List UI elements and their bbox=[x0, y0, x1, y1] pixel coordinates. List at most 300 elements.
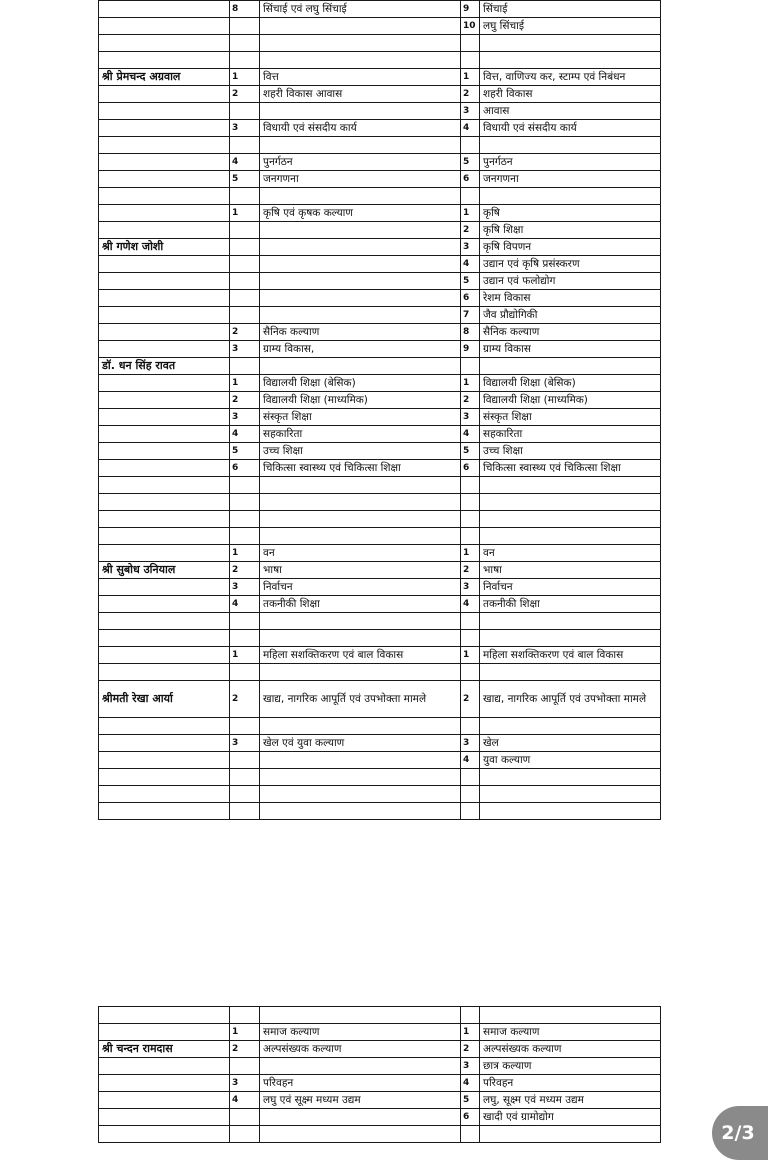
old-portfolio-cell bbox=[260, 256, 461, 273]
minister-name-cell bbox=[99, 460, 230, 477]
new-department-cell bbox=[480, 137, 661, 154]
minister-name-cell bbox=[99, 1126, 230, 1143]
new-department-number-cell bbox=[461, 664, 480, 681]
new-department-cell bbox=[480, 803, 661, 820]
table-row bbox=[99, 35, 661, 52]
new-department-number-cell: 4 bbox=[461, 256, 480, 273]
new-department-cell: लघु, सूक्ष्म एवं मध्यम उद्यम bbox=[480, 1092, 661, 1109]
old-portfolio-cell bbox=[260, 1109, 461, 1126]
new-department-number-cell: 6 bbox=[461, 171, 480, 188]
old-portfolio-number-cell bbox=[230, 1109, 260, 1126]
table-row bbox=[99, 1126, 661, 1143]
new-department-cell bbox=[480, 786, 661, 803]
minister-name-cell bbox=[99, 375, 230, 392]
new-department-number-cell: 10 bbox=[461, 18, 480, 35]
new-department-number-cell: 1 bbox=[461, 1024, 480, 1041]
new-department-number-cell bbox=[461, 188, 480, 205]
minister-name-cell bbox=[99, 18, 230, 35]
new-department-number-cell bbox=[461, 528, 480, 545]
new-department-cell: भाषा bbox=[480, 562, 661, 579]
new-department-number-cell: 5 bbox=[461, 443, 480, 460]
old-portfolio-cell: कृषि एवं कृषक कल्याण bbox=[260, 205, 461, 222]
table-row bbox=[99, 154, 661, 171]
table-row bbox=[99, 307, 661, 324]
new-department-number-cell bbox=[461, 786, 480, 803]
old-portfolio-number-cell bbox=[230, 290, 260, 307]
old-portfolio-cell bbox=[260, 630, 461, 647]
old-portfolio-cell bbox=[260, 613, 461, 630]
table-row bbox=[99, 426, 661, 443]
old-portfolio-cell bbox=[260, 511, 461, 528]
minister-name-cell bbox=[99, 511, 230, 528]
old-portfolio-number-cell bbox=[230, 613, 260, 630]
table-row bbox=[99, 1041, 661, 1058]
minister-name-cell bbox=[99, 443, 230, 460]
new-department-cell bbox=[480, 528, 661, 545]
minister-name-cell bbox=[99, 664, 230, 681]
old-portfolio-number-cell bbox=[230, 494, 260, 511]
old-portfolio-cell: वन bbox=[260, 545, 461, 562]
table-row bbox=[99, 290, 661, 307]
table-row bbox=[99, 1075, 661, 1092]
table-row bbox=[99, 494, 661, 511]
new-department-number-cell: 4 bbox=[461, 426, 480, 443]
new-department-cell: परिवहन bbox=[480, 1075, 661, 1092]
table-row bbox=[99, 545, 661, 562]
old-portfolio-number-cell bbox=[230, 18, 260, 35]
old-portfolio-number-cell: 2 bbox=[230, 562, 260, 579]
minister-name-cell bbox=[99, 769, 230, 786]
old-portfolio-cell: लघु एवं सूक्ष्म मध्यम उद्यम bbox=[260, 1092, 461, 1109]
old-portfolio-cell bbox=[260, 1126, 461, 1143]
minister-name-cell bbox=[99, 52, 230, 69]
new-department-number-cell: 9 bbox=[461, 341, 480, 358]
minister-name-cell bbox=[99, 171, 230, 188]
minister-name-cell bbox=[99, 494, 230, 511]
new-department-cell: खादी एवं ग्रामोद्योग bbox=[480, 1109, 661, 1126]
old-portfolio-cell bbox=[260, 786, 461, 803]
new-department-cell: चिकित्सा स्वास्थ्य एवं चिकित्सा शिक्षा bbox=[480, 460, 661, 477]
minister-name-cell bbox=[99, 1092, 230, 1109]
table-row bbox=[99, 1024, 661, 1041]
old-portfolio-cell bbox=[260, 1007, 461, 1024]
new-department-number-cell: 4 bbox=[461, 1075, 480, 1092]
table-row bbox=[99, 752, 661, 769]
old-portfolio-number-cell: 1 bbox=[230, 545, 260, 562]
new-department-number-cell bbox=[461, 358, 480, 375]
old-portfolio-cell: विधायी एवं संसदीय कार्य bbox=[260, 120, 461, 137]
old-portfolio-cell bbox=[260, 52, 461, 69]
old-portfolio-number-cell bbox=[230, 803, 260, 820]
old-portfolio-number-cell: 3 bbox=[230, 1075, 260, 1092]
old-portfolio-number-cell bbox=[230, 256, 260, 273]
old-portfolio-cell bbox=[260, 273, 461, 290]
new-department-number-cell: 1 bbox=[461, 205, 480, 222]
new-department-number-cell: 5 bbox=[461, 273, 480, 290]
old-portfolio-cell: सहकारिता bbox=[260, 426, 461, 443]
new-department-number-cell: 2 bbox=[461, 392, 480, 409]
minister-name-cell bbox=[99, 1075, 230, 1092]
minister-name-cell bbox=[99, 392, 230, 409]
table-row bbox=[99, 562, 661, 579]
minister-name-cell bbox=[99, 1058, 230, 1075]
new-department-cell: आवास bbox=[480, 103, 661, 120]
new-department-cell: वन bbox=[480, 545, 661, 562]
new-department-cell: कृषि bbox=[480, 205, 661, 222]
table-row bbox=[99, 205, 661, 222]
table-row bbox=[99, 324, 661, 341]
table-row bbox=[99, 1058, 661, 1075]
minister-name-cell bbox=[99, 290, 230, 307]
new-department-cell bbox=[480, 494, 661, 511]
new-department-cell bbox=[480, 52, 661, 69]
new-department-number-cell bbox=[461, 137, 480, 154]
new-department-cell: शहरी विकास bbox=[480, 86, 661, 103]
table-row bbox=[99, 392, 661, 409]
new-department-cell: सहकारिता bbox=[480, 426, 661, 443]
table-row bbox=[99, 630, 661, 647]
new-department-number-cell: 5 bbox=[461, 1092, 480, 1109]
new-department-cell: तकनीकी शिक्षा bbox=[480, 596, 661, 613]
table-row bbox=[99, 1092, 661, 1109]
new-department-number-cell bbox=[461, 35, 480, 52]
minister-name-cell bbox=[99, 273, 230, 290]
new-department-cell bbox=[480, 1126, 661, 1143]
new-department-cell bbox=[480, 477, 661, 494]
table-row bbox=[99, 596, 661, 613]
old-portfolio-cell bbox=[260, 718, 461, 735]
table-row bbox=[99, 239, 661, 256]
old-portfolio-cell: सैनिक कल्याण bbox=[260, 324, 461, 341]
portfolio-table-body bbox=[99, 1, 661, 820]
table-row bbox=[99, 137, 661, 154]
old-portfolio-cell bbox=[260, 35, 461, 52]
new-department-number-cell bbox=[461, 630, 480, 647]
minister-name-cell bbox=[99, 803, 230, 820]
new-department-cell: कृषि विपणन bbox=[480, 239, 661, 256]
new-department-number-cell: 6 bbox=[461, 290, 480, 307]
new-department-cell bbox=[480, 511, 661, 528]
new-department-cell: संस्कृत शिक्षा bbox=[480, 409, 661, 426]
old-portfolio-number-cell bbox=[230, 528, 260, 545]
table-row bbox=[99, 120, 661, 137]
old-portfolio-number-cell: 8 bbox=[230, 1, 260, 18]
new-department-number-cell: 3 bbox=[461, 735, 480, 752]
table-row bbox=[99, 358, 661, 375]
old-portfolio-number-cell: 3 bbox=[230, 579, 260, 596]
minister-name-cell bbox=[99, 86, 230, 103]
minister-name-cell bbox=[99, 341, 230, 358]
minister-name-cell bbox=[99, 426, 230, 443]
old-portfolio-cell bbox=[260, 494, 461, 511]
new-department-number-cell bbox=[461, 477, 480, 494]
new-department-number-cell: 3 bbox=[461, 103, 480, 120]
old-portfolio-number-cell: 2 bbox=[230, 392, 260, 409]
minister-name-cell bbox=[99, 1007, 230, 1024]
old-portfolio-cell: तकनीकी शिक्षा bbox=[260, 596, 461, 613]
table-row bbox=[99, 171, 661, 188]
old-portfolio-number-cell: 4 bbox=[230, 154, 260, 171]
old-portfolio-number-cell: 5 bbox=[230, 171, 260, 188]
old-portfolio-cell bbox=[260, 103, 461, 120]
old-portfolio-cell bbox=[260, 1058, 461, 1075]
minister-name-cell bbox=[99, 120, 230, 137]
minister-name-cell bbox=[99, 324, 230, 341]
table-row bbox=[99, 1007, 661, 1024]
old-portfolio-cell: चिकित्सा स्वास्थ्य एवं चिकित्सा शिक्षा bbox=[260, 460, 461, 477]
old-portfolio-cell: वित्त bbox=[260, 69, 461, 86]
minister-name-cell bbox=[99, 579, 230, 596]
table-row bbox=[99, 409, 661, 426]
minister-name-cell bbox=[99, 409, 230, 426]
new-department-cell: खाद्य, नागरिक आपूर्ति एवं उपभोक्ता मामले bbox=[480, 681, 661, 718]
old-portfolio-number-cell bbox=[230, 273, 260, 290]
table-row bbox=[99, 769, 661, 786]
table-row bbox=[99, 103, 661, 120]
new-department-cell bbox=[480, 1007, 661, 1024]
old-portfolio-number-cell bbox=[230, 52, 260, 69]
table-row bbox=[99, 1, 661, 18]
old-portfolio-number-cell: 5 bbox=[230, 443, 260, 460]
new-department-cell: रेशम विकास bbox=[480, 290, 661, 307]
old-portfolio-number-cell: 1 bbox=[230, 647, 260, 664]
new-department-number-cell: 1 bbox=[461, 375, 480, 392]
old-portfolio-number-cell: 1 bbox=[230, 1024, 260, 1041]
old-portfolio-number-cell: 3 bbox=[230, 735, 260, 752]
old-portfolio-number-cell: 2 bbox=[230, 86, 260, 103]
minister-name-cell: श्रीमती रेखा आर्या bbox=[99, 681, 230, 718]
old-portfolio-number-cell bbox=[230, 769, 260, 786]
old-portfolio-number-cell bbox=[230, 103, 260, 120]
table-row bbox=[99, 460, 661, 477]
new-department-number-cell bbox=[461, 613, 480, 630]
new-department-cell bbox=[480, 630, 661, 647]
old-portfolio-cell: पुनर्गठन bbox=[260, 154, 461, 171]
old-portfolio-cell: ग्राम्य विकास, bbox=[260, 341, 461, 358]
new-department-number-cell: 3 bbox=[461, 579, 480, 596]
new-department-number-cell: 2 bbox=[461, 1041, 480, 1058]
new-department-cell bbox=[480, 188, 661, 205]
table-row bbox=[99, 86, 661, 103]
old-portfolio-cell bbox=[260, 188, 461, 205]
old-portfolio-cell: विद्यालयी शिक्षा (बेसिक) bbox=[260, 375, 461, 392]
old-portfolio-number-cell: 2 bbox=[230, 681, 260, 718]
new-department-number-cell bbox=[461, 494, 480, 511]
old-portfolio-cell: अल्पसंख्यक कल्याण bbox=[260, 1041, 461, 1058]
new-department-cell: समाज कल्याण bbox=[480, 1024, 661, 1041]
old-portfolio-number-cell: 2 bbox=[230, 1041, 260, 1058]
minister-name-cell bbox=[99, 545, 230, 562]
minister-name-cell bbox=[99, 1109, 230, 1126]
old-portfolio-cell: सिंचाई एवं लघु सिंचाई bbox=[260, 1, 461, 18]
old-portfolio-cell: समाज कल्याण bbox=[260, 1024, 461, 1041]
new-department-number-cell: 4 bbox=[461, 120, 480, 137]
table-row bbox=[99, 664, 661, 681]
old-portfolio-cell bbox=[260, 18, 461, 35]
minister-name-cell bbox=[99, 1024, 230, 1041]
old-portfolio-number-cell: 1 bbox=[230, 375, 260, 392]
old-portfolio-number-cell: 3 bbox=[230, 341, 260, 358]
new-department-cell: जैव प्रौद्योगिकी bbox=[480, 307, 661, 324]
new-department-cell: विद्यालयी शिक्षा (बेसिक) bbox=[480, 375, 661, 392]
new-department-number-cell: 2 bbox=[461, 562, 480, 579]
new-department-cell bbox=[480, 718, 661, 735]
old-portfolio-cell bbox=[260, 290, 461, 307]
new-department-number-cell: 3 bbox=[461, 239, 480, 256]
old-portfolio-cell bbox=[260, 477, 461, 494]
old-portfolio-number-cell: 1 bbox=[230, 205, 260, 222]
table-row bbox=[99, 273, 661, 290]
table-row bbox=[99, 1109, 661, 1126]
new-department-number-cell: 1 bbox=[461, 545, 480, 562]
minister-name-cell bbox=[99, 1, 230, 18]
old-portfolio-number-cell: 3 bbox=[230, 120, 260, 137]
new-department-number-cell: 3 bbox=[461, 409, 480, 426]
new-department-cell: जनगणना bbox=[480, 171, 661, 188]
old-portfolio-number-cell bbox=[230, 1007, 260, 1024]
new-department-cell: निर्वाचन bbox=[480, 579, 661, 596]
page-indicator-text: 2/3 bbox=[721, 1122, 755, 1144]
table-row bbox=[99, 222, 661, 239]
old-portfolio-number-cell bbox=[230, 752, 260, 769]
new-department-number-cell bbox=[461, 718, 480, 735]
minister-name-cell bbox=[99, 630, 230, 647]
table-row bbox=[99, 511, 661, 528]
minister-name-cell bbox=[99, 307, 230, 324]
new-department-cell bbox=[480, 35, 661, 52]
new-department-cell bbox=[480, 769, 661, 786]
new-department-cell: लघु सिंचाई bbox=[480, 18, 661, 35]
minister-name-cell: श्री सुबोध उनियाल bbox=[99, 562, 230, 579]
new-department-cell bbox=[480, 358, 661, 375]
old-portfolio-cell bbox=[260, 769, 461, 786]
old-portfolio-number-cell bbox=[230, 477, 260, 494]
new-department-cell: खेल bbox=[480, 735, 661, 752]
old-portfolio-cell: परिवहन bbox=[260, 1075, 461, 1092]
old-portfolio-number-cell bbox=[230, 664, 260, 681]
minister-name-cell bbox=[99, 752, 230, 769]
new-department-cell: विधायी एवं संसदीय कार्य bbox=[480, 120, 661, 137]
old-portfolio-cell bbox=[260, 239, 461, 256]
minister-name-cell bbox=[99, 786, 230, 803]
new-department-number-cell: 9 bbox=[461, 1, 480, 18]
minister-name-cell bbox=[99, 35, 230, 52]
table-row bbox=[99, 256, 661, 273]
new-department-number-cell: 3 bbox=[461, 1058, 480, 1075]
minister-name-cell bbox=[99, 735, 230, 752]
table-row bbox=[99, 647, 661, 664]
new-department-number-cell: 2 bbox=[461, 681, 480, 718]
minister-name-cell: श्री प्रेमचन्द अग्रवाल bbox=[99, 69, 230, 86]
new-department-number-cell bbox=[461, 769, 480, 786]
minister-name-cell bbox=[99, 647, 230, 664]
old-portfolio-number-cell bbox=[230, 511, 260, 528]
old-portfolio-cell bbox=[260, 358, 461, 375]
new-department-number-cell: 2 bbox=[461, 222, 480, 239]
old-portfolio-number-cell bbox=[230, 239, 260, 256]
table-row bbox=[99, 803, 661, 820]
new-department-number-cell: 6 bbox=[461, 1109, 480, 1126]
table-row bbox=[99, 52, 661, 69]
table-row bbox=[99, 443, 661, 460]
new-department-number-cell: 1 bbox=[461, 647, 480, 664]
old-portfolio-number-cell bbox=[230, 307, 260, 324]
old-portfolio-number-cell bbox=[230, 188, 260, 205]
old-portfolio-number-cell: 4 bbox=[230, 426, 260, 443]
new-department-cell: सिंचाई bbox=[480, 1, 661, 18]
old-portfolio-number-cell: 2 bbox=[230, 324, 260, 341]
portfolio-table-body bbox=[99, 1007, 661, 1143]
old-portfolio-cell: भाषा bbox=[260, 562, 461, 579]
old-portfolio-cell: जनगणना bbox=[260, 171, 461, 188]
old-portfolio-number-cell bbox=[230, 35, 260, 52]
old-portfolio-cell bbox=[260, 803, 461, 820]
old-portfolio-number-cell bbox=[230, 358, 260, 375]
new-department-cell: ग्राम्य विकास bbox=[480, 341, 661, 358]
minister-name-cell bbox=[99, 103, 230, 120]
old-portfolio-cell: खाद्य, नागरिक आपूर्ति एवं उपभोक्ता मामले bbox=[260, 681, 461, 718]
old-portfolio-cell: विद्यालयी शिक्षा (माध्यमिक) bbox=[260, 392, 461, 409]
old-portfolio-cell: शहरी विकास आवास bbox=[260, 86, 461, 103]
old-portfolio-number-cell bbox=[230, 1058, 260, 1075]
old-portfolio-cell: उच्च शिक्षा bbox=[260, 443, 461, 460]
minister-name-cell bbox=[99, 613, 230, 630]
table-row bbox=[99, 735, 661, 752]
old-portfolio-cell bbox=[260, 307, 461, 324]
old-portfolio-number-cell bbox=[230, 718, 260, 735]
old-portfolio-number-cell bbox=[230, 630, 260, 647]
new-department-cell: महिला सशक्तिकरण एवं बाल विकास bbox=[480, 647, 661, 664]
portfolio-table-upper bbox=[98, 0, 660, 820]
table-row bbox=[99, 718, 661, 735]
old-portfolio-number-cell: 4 bbox=[230, 1092, 260, 1109]
new-department-number-cell bbox=[461, 52, 480, 69]
new-department-number-cell: 6 bbox=[461, 460, 480, 477]
new-department-cell: सैनिक कल्याण bbox=[480, 324, 661, 341]
new-department-number-cell bbox=[461, 1126, 480, 1143]
old-portfolio-cell: खेल एवं युवा कल्याण bbox=[260, 735, 461, 752]
new-department-cell: उच्च शिक्षा bbox=[480, 443, 661, 460]
new-department-cell: उद्यान एवं फलोद्योग bbox=[480, 273, 661, 290]
minister-name-cell: श्री गणेश जोशी bbox=[99, 239, 230, 256]
minister-name-cell bbox=[99, 137, 230, 154]
old-portfolio-cell bbox=[260, 752, 461, 769]
old-portfolio-cell bbox=[260, 137, 461, 154]
table-row bbox=[99, 18, 661, 35]
new-department-cell: उद्यान एवं कृषि प्रसंस्करण bbox=[480, 256, 661, 273]
new-department-number-cell: 4 bbox=[461, 752, 480, 769]
minister-name-cell bbox=[99, 528, 230, 545]
old-portfolio-number-cell: 6 bbox=[230, 460, 260, 477]
table-row bbox=[99, 528, 661, 545]
new-department-number-cell: 8 bbox=[461, 324, 480, 341]
old-portfolio-number-cell bbox=[230, 786, 260, 803]
table-row bbox=[99, 786, 661, 803]
old-portfolio-number-cell: 4 bbox=[230, 596, 260, 613]
table-row bbox=[99, 477, 661, 494]
old-portfolio-number-cell bbox=[230, 137, 260, 154]
new-department-number-cell: 4 bbox=[461, 596, 480, 613]
new-department-number-cell bbox=[461, 803, 480, 820]
old-portfolio-cell: महिला सशक्तिकरण एवं बाल विकास bbox=[260, 647, 461, 664]
new-department-cell: कृषि शिक्षा bbox=[480, 222, 661, 239]
portfolio-table-lower bbox=[98, 1006, 660, 1143]
new-department-number-cell: 2 bbox=[461, 86, 480, 103]
minister-name-cell bbox=[99, 596, 230, 613]
table-row bbox=[99, 188, 661, 205]
old-portfolio-number-cell bbox=[230, 222, 260, 239]
new-department-cell: वित्त, वाणिज्य कर, स्टाम्प एवं निबंधन bbox=[480, 69, 661, 86]
